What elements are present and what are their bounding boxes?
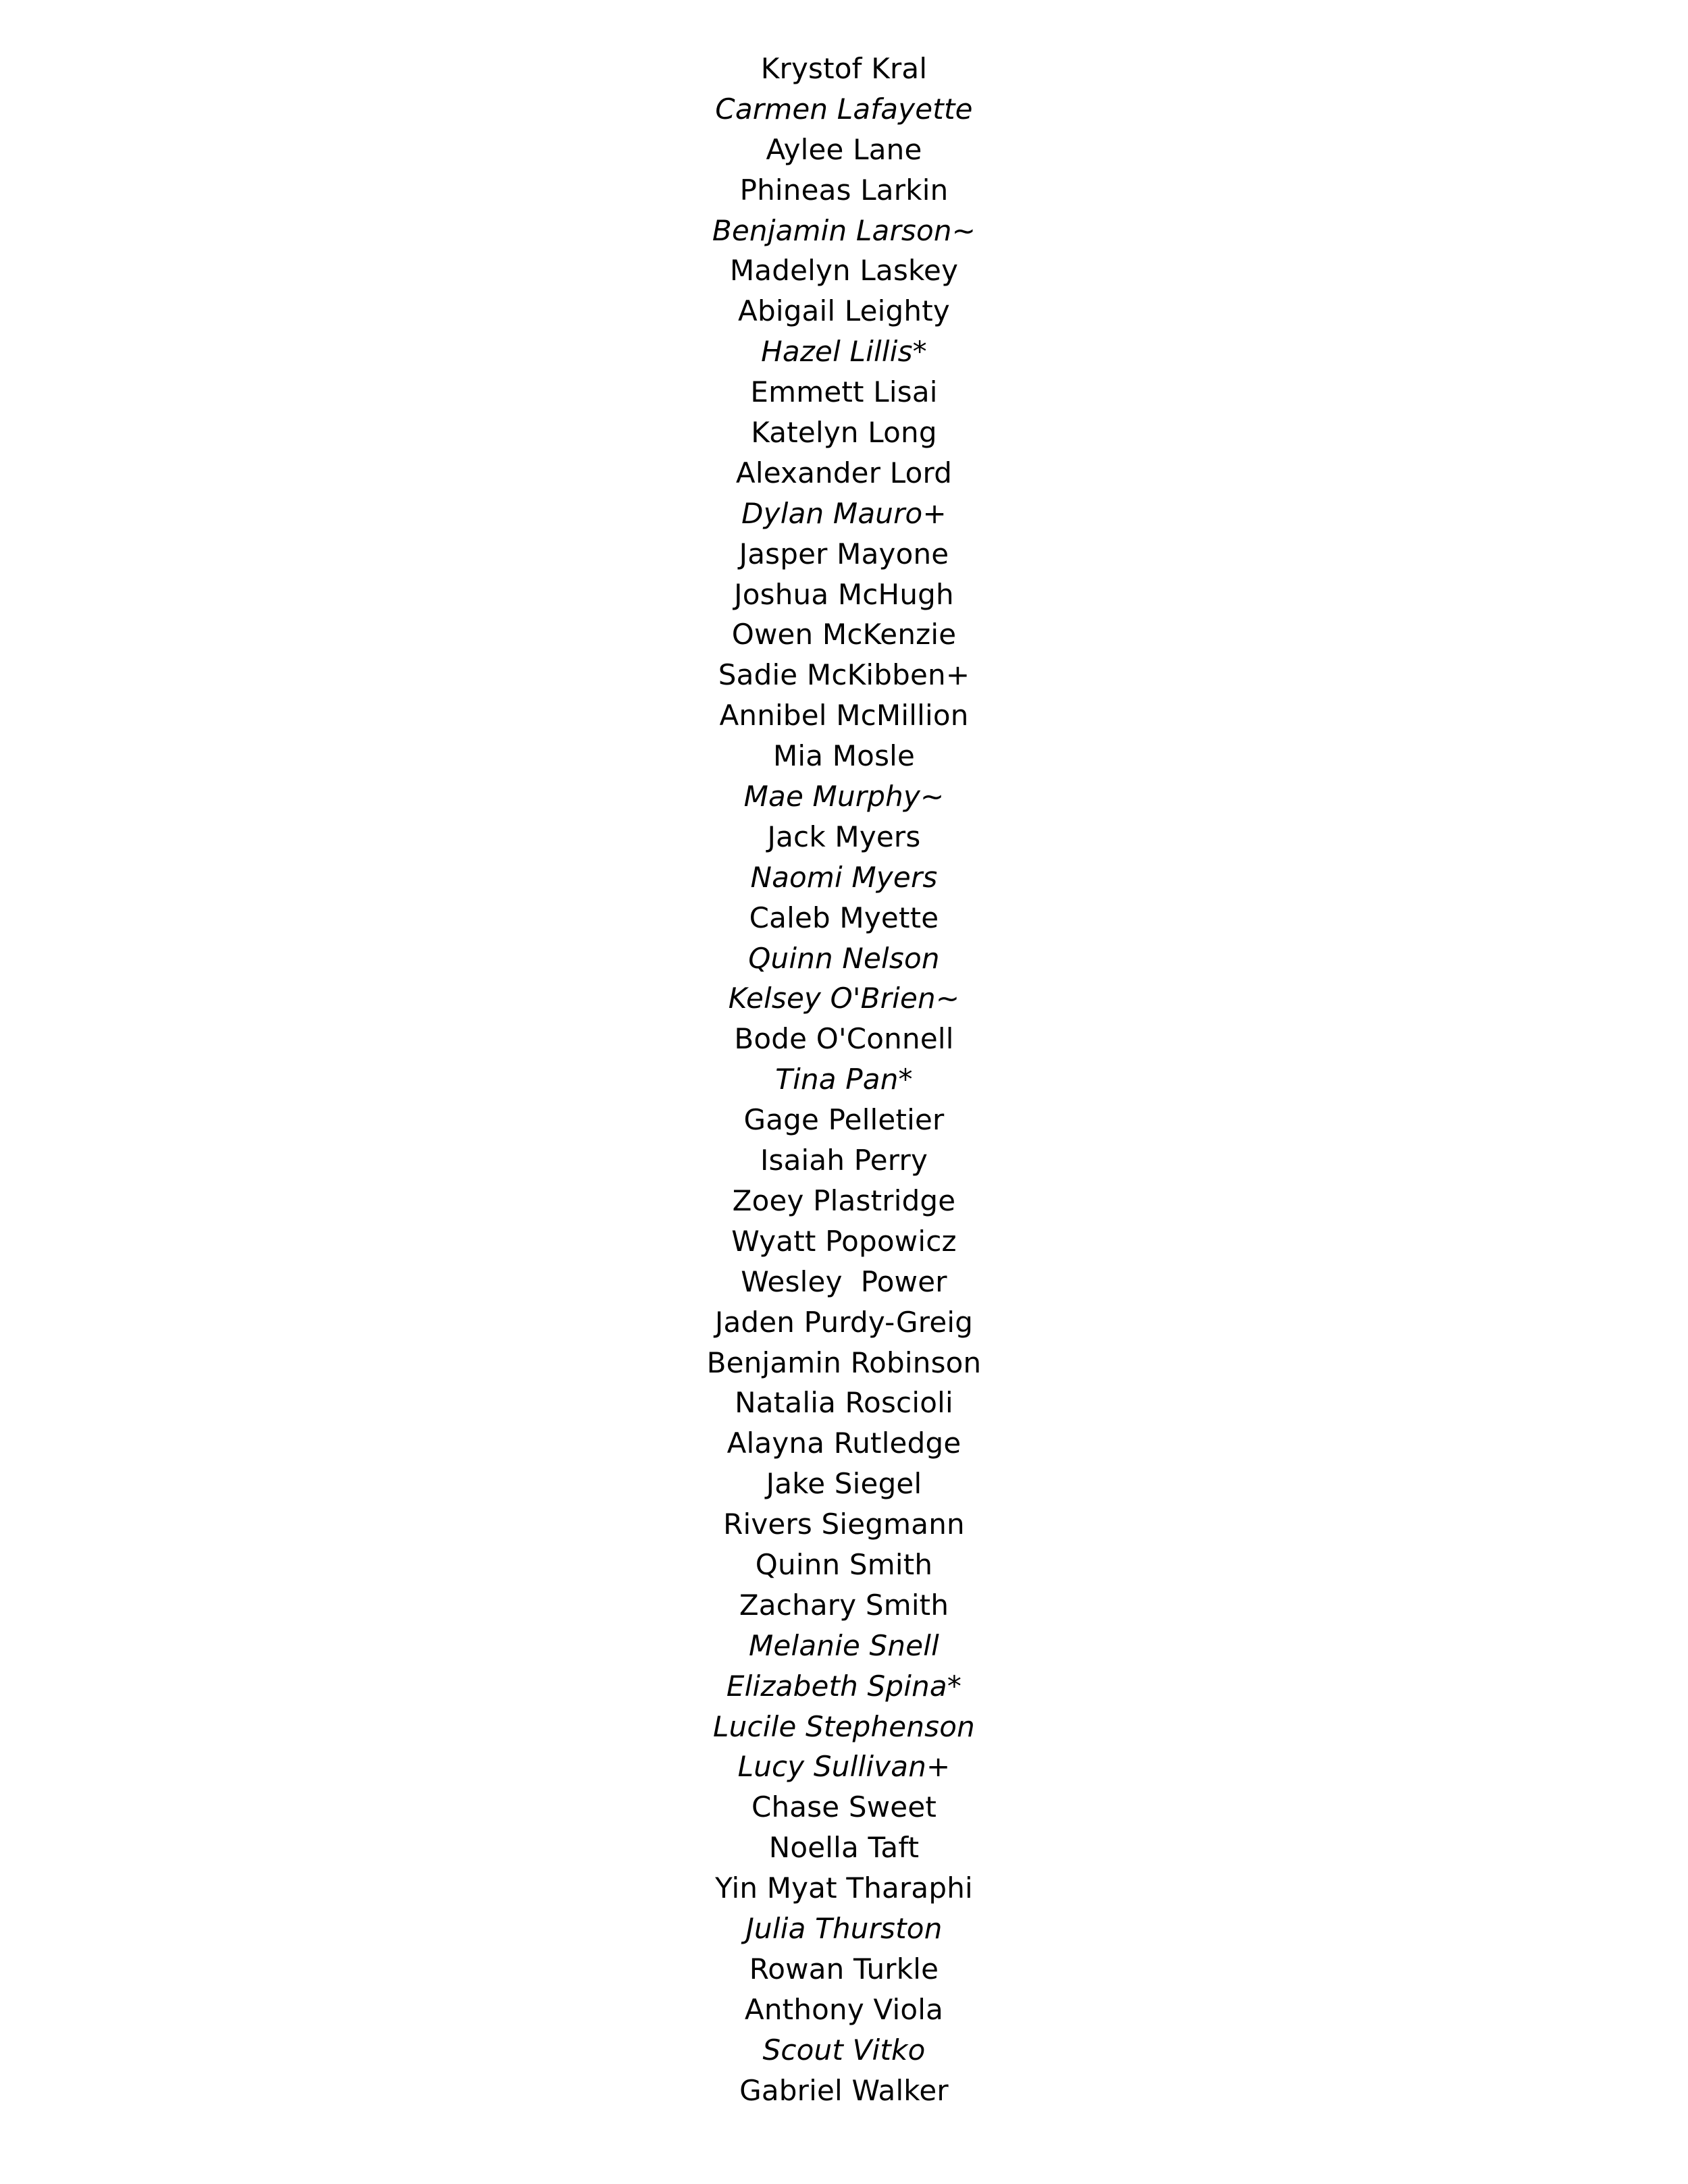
name-entry: Hazel Lillis* [761, 335, 927, 369]
name-entry: Alexander Lord [735, 456, 953, 489]
name-entry: Lucile Stephenson [713, 1709, 975, 1743]
name-entry: Abigail Leighty [738, 294, 950, 328]
name-entry: Jasper Mayone [739, 537, 949, 570]
name-entry: Jake Siegel [766, 1467, 922, 1501]
name-entry: Natalia Roscioli [735, 1386, 953, 1420]
name-entry: Madelyn Laskey [729, 254, 959, 288]
name-entry: Krystof Kral [760, 52, 928, 85]
name-entry: Mae Murphy~ [743, 780, 945, 814]
name-entry: Rivers Siegmann [723, 1508, 965, 1541]
name-entry: Elizabeth Spina* [726, 1669, 962, 1703]
name-entry: Scout Vitko [762, 2033, 926, 2067]
name-entry: Bode O'Connell [734, 1022, 954, 1056]
name-entry: Anthony Viola [744, 1992, 944, 2026]
name-entry: Mia Mosle [772, 739, 916, 773]
name-entry: Annibel McMillion [719, 699, 969, 733]
name-entry: Carmen Lafayette [715, 92, 973, 126]
name-entry: Gabriel Walker [739, 2073, 949, 2107]
name-entry: Yin Myat Tharaphi [715, 1871, 973, 1905]
name-entry: Chase Sweet [751, 1790, 937, 1824]
name-entry: Melanie Snell [748, 1628, 940, 1662]
name-entry: Phineas Larkin [739, 173, 949, 207]
name-entry: Gage Pelletier [743, 1103, 945, 1137]
name-entry: Owen McKenzie [731, 618, 957, 651]
name-list [0, 49, 1688, 2110]
name-entry: Noella Taft [768, 1831, 920, 1865]
name-entry: Julia Thurston [745, 1911, 943, 1945]
name-entry: Dylan Mauro+ [741, 496, 947, 530]
name-entry: Benjamin Larson~ [712, 213, 976, 247]
name-entry: Wyatt Popowicz [731, 1224, 957, 1258]
name-entry: Caleb Myette [749, 901, 939, 934]
name-entry: Katelyn Long [751, 416, 937, 450]
name-entry: Benjamin Robinson [706, 1346, 982, 1379]
name-entry: Rowan Turkle [749, 1952, 939, 1986]
name-entry: Lucy Sullivan+ [737, 1750, 951, 1784]
name-entry: Emmett Lisai [750, 375, 938, 409]
name-entry: Zoey Plastridge [732, 1183, 956, 1217]
name-entry: Sadie McKibben+ [718, 658, 970, 692]
name-entry: Aylee Lane [766, 132, 922, 166]
name-entry: Quinn Smith [755, 1547, 933, 1581]
name-entry: Zachary Smith [739, 1588, 949, 1622]
name-entry: Quinn Nelson [748, 941, 940, 975]
name-entry: Alayna Rutledge [727, 1427, 961, 1460]
name-entry: Wesley Power [741, 1264, 947, 1298]
name-entry: Isaiah Perry [760, 1144, 928, 1177]
name-entry: Jack Myers [767, 820, 921, 853]
name-entry: Jaden Purdy-Greig [714, 1305, 974, 1339]
name-entry: Tina Pan* [775, 1063, 913, 1096]
name-entry: Naomi Myers [750, 860, 938, 894]
name-entry: Kelsey O'Brien~ [728, 982, 960, 1015]
name-entry: Joshua McHugh [734, 577, 954, 611]
